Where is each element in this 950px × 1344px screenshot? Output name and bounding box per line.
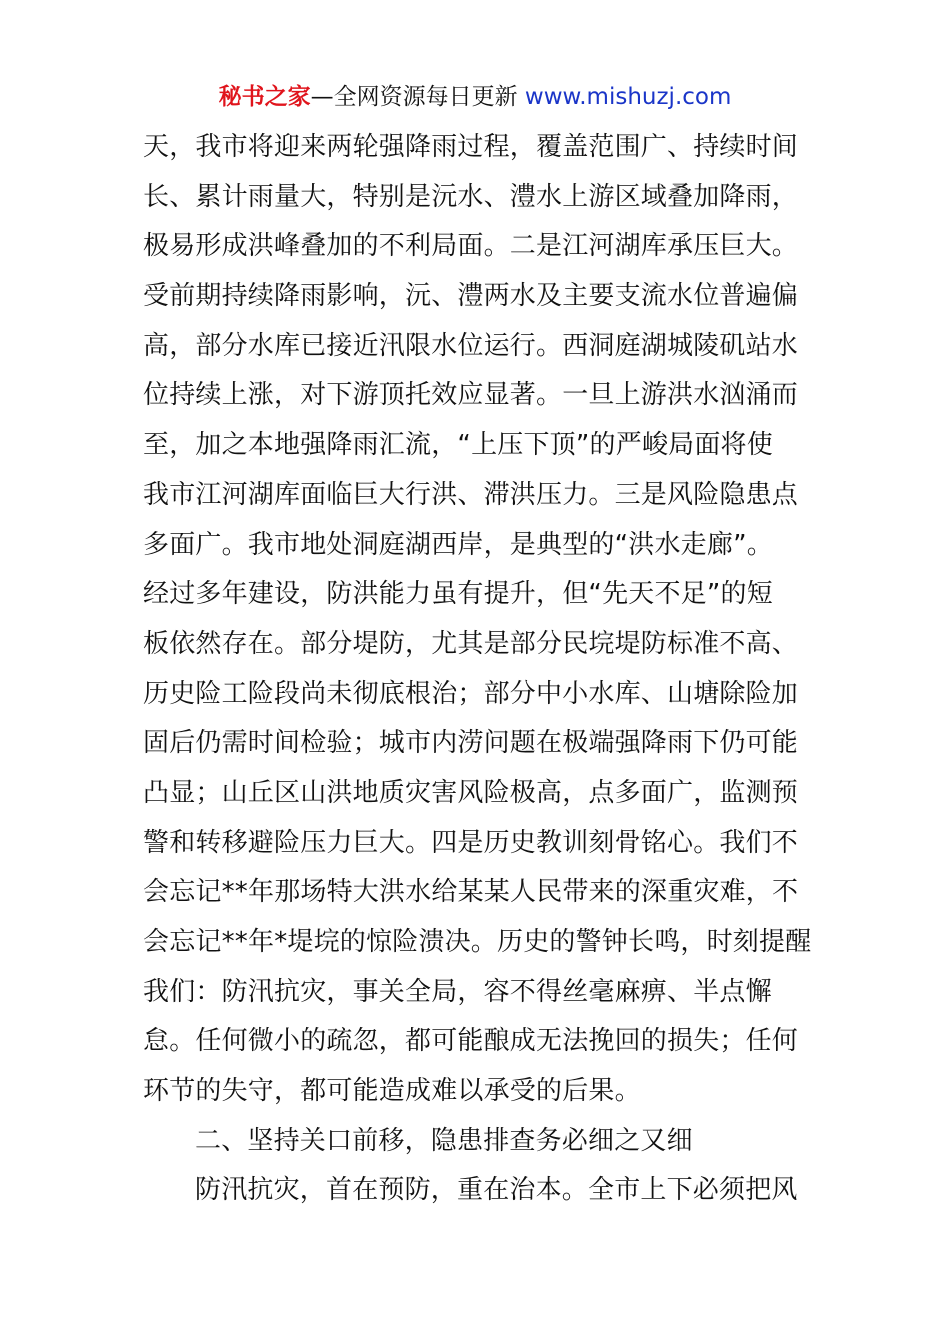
paragraph-line: 经过多年建设，防洪能力虽有提升，但“先天不足”的短 <box>143 579 773 610</box>
paragraph-line: 会忘记**年*堤垸的惊险溃决。历史的警钟长鸣，时刻提醒 <box>143 927 812 957</box>
site-tagline: —全网资源每日更新 <box>310 84 518 110</box>
paragraph-line: 警和转移避险压力巨大。四是历史教训刻骨铭心。我们不 <box>143 827 799 858</box>
paragraph-line: 会忘记**年那场特大洪水给某某人民带来的深重灾难，不 <box>143 877 799 908</box>
paragraph-line: 板依然存在。部分堤防，尤其是部分民垸堤防标准不高、 <box>143 628 799 659</box>
paragraph-line: 天，我市将迎来两轮强降雨过程，覆盖范围广、持续时间 <box>143 132 799 162</box>
paragraph-line: 怠。任何微小的疏忽，都可能酿成无法挽回的损失；任何 <box>143 1026 799 1057</box>
paragraph-line: 固后仍需时间检验；城市内涝问题在极端强降雨下仍可能 <box>143 728 799 759</box>
paragraph-line: 受前期持续降雨影响，沅、澧两水及主要支流水位普遍偏 <box>143 281 799 312</box>
paragraph-line: 长、累计雨量大，特别是沅水、澧水上游区域叠加降雨， <box>143 181 799 212</box>
paragraph-line: 多面广。我市地处洞庭湖西岸，是典型的“洪水走廊”。 <box>143 529 773 560</box>
paragraph-line: 我们：防汛抗灾，事关全局，容不得丝毫麻痹、半点懈 <box>143 976 772 1007</box>
paragraph-line: 至，加之本地强降雨汇流，“上压下顶”的严峻局面将使 <box>143 430 773 461</box>
paragraph-line: 历史险工险段尚未彻底根治；部分中小水库、山塘除险加 <box>143 678 799 709</box>
site-url-link[interactable]: www.mishuzj.com <box>524 84 732 110</box>
section-heading: 二、坚持关口前移，隐患排查务必细之又细 <box>195 1125 693 1156</box>
site-header <box>0 82 950 112</box>
paragraph-line: 防汛抗灾，首在预防，重在治本。全市上下必须把风 <box>195 1175 798 1206</box>
document-body <box>143 123 823 1216</box>
paragraph-line: 我市江河湖库面临巨大行洪、滞洪压力。三是风险隐患点 <box>143 479 799 510</box>
site-brand: 秘书之家 <box>218 84 311 110</box>
paragraph-line: 高，部分水库已接近汛限水位运行。西洞庭湖城陵矶站水 <box>143 330 799 361</box>
paragraph-line: 极易形成洪峰叠加的不利局面。二是江河湖库承压巨大。 <box>143 231 799 262</box>
paragraph-line: 环节的失守，都可能造成难以承受的后果。 <box>143 1076 641 1107</box>
paragraph-line: 凸显；山丘区山洪地质灾害风险极高，点多面广，监测预 <box>143 777 799 808</box>
paragraph-line: 位持续上涨，对下游顶托效应显著。一旦上游洪水汹涌而 <box>143 380 799 411</box>
